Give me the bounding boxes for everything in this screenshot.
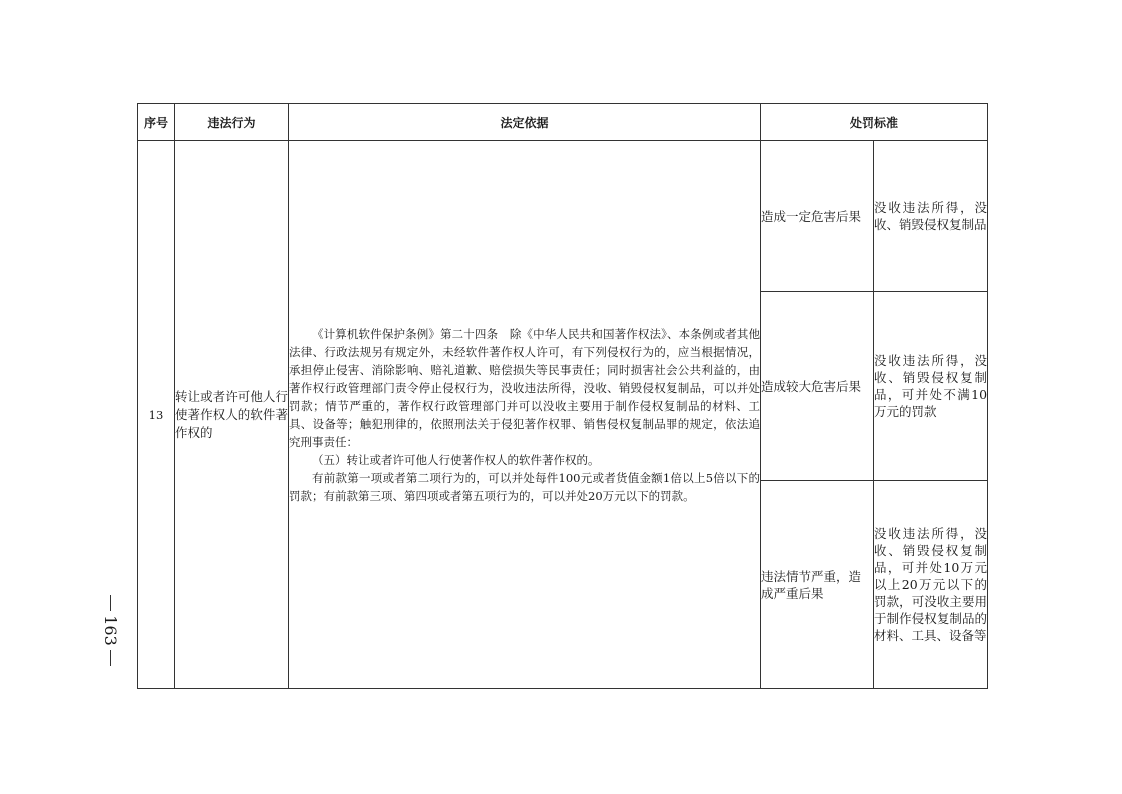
header-basis: 法定依据	[289, 104, 761, 141]
page-number-dash	[110, 595, 111, 611]
severity-level-cell: 违法情节严重，造成严重后果	[761, 481, 874, 689]
basis-paragraph: 有前款第一项或者第二项行为的，可以并处每件100元或者货值金额1倍以上5倍以下的罚款；有前款第三项、第四项或者第五项行为的，可以并处20万元以下的罚款。	[289, 470, 760, 503]
table-row	[138, 141, 988, 292]
penalty-cell: 没收违法所得，没收、销毁侵权复制品，可并处10万元以上20万元以下的罚款，可没收主要用于制作侵权复制品的材料、工具、设备等	[874, 481, 988, 689]
basis-paragraph: （五）转让或者许可他人行使著作权人的软件著作权的。	[312, 452, 600, 467]
page-number	[92, 585, 128, 675]
violation-cell: 转让或者许可他人行使著作权人的软件著作权的	[175, 141, 289, 689]
penalty-cell: 没收违法所得，没收、销毁侵权复制品，可并处不满10万元的罚款	[874, 292, 988, 481]
row-number: 13	[138, 141, 175, 689]
header-penalty: 处罚标准	[761, 104, 988, 141]
severity-level-cell: 造成较大危害后果	[761, 292, 874, 481]
page-number-dash	[110, 650, 111, 666]
header-no: 序号	[138, 104, 175, 141]
legal-basis-cell	[289, 141, 761, 689]
page-number-text: 163	[100, 614, 120, 646]
penalty-cell: 没收违法所得，没收、销毁侵权复制品	[874, 141, 988, 292]
severity-level-cell: 造成一定危害后果	[761, 141, 874, 292]
header-row	[138, 104, 988, 141]
header-act: 违法行为	[175, 104, 289, 141]
basis-paragraph: 《计算机软件保护条例》第二十四条 除《中华人民共和国著作权法》、本条例或者其他法律、行政法规另有规定外，未经软件著作权人许可，有下列侵权行为的，应当根据情况，承担停止侵害、消除影响、赔礼道歉、赔偿损失等民事责任；同时损害社会公共利益的，由著作权行政管理部门责令停止侵权行为，没收违法所得，没收、销毁侵权复制品，可以并处罚款；情节严重的，著作权行政管理部门并可以没收主要用于制作侵权复制品的材料、工具、设备等；触犯刑律的，依照刑法关于侵犯著作权罪、销售侵权复制品罪的规定，依法追究刑事责任：	[289, 326, 760, 449]
penalty-standard-table	[137, 103, 988, 689]
